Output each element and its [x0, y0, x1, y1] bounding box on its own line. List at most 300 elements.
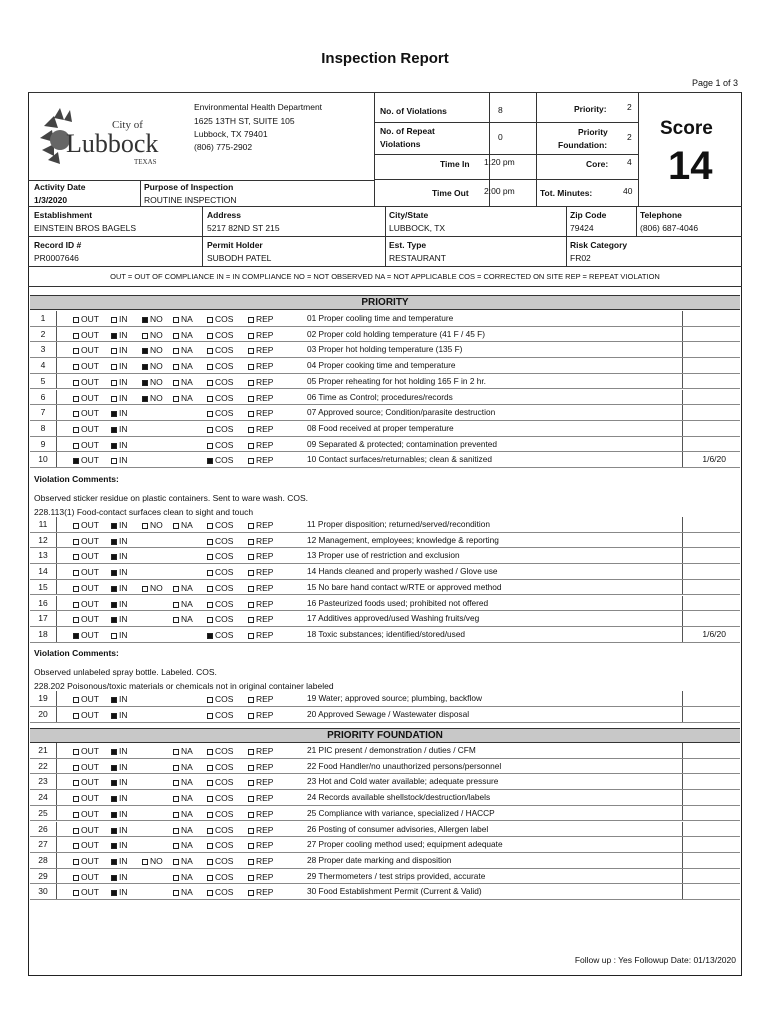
option-out[interactable] — [73, 567, 99, 577]
option-na[interactable] — [173, 887, 193, 897]
option-cos[interactable] — [207, 408, 233, 418]
option-out[interactable] — [73, 825, 99, 835]
option-in[interactable] — [111, 825, 128, 835]
checkbox-icon[interactable] — [73, 333, 79, 339]
option-rep[interactable] — [248, 424, 273, 434]
checkbox-icon[interactable] — [248, 859, 254, 865]
option-rep[interactable] — [248, 809, 273, 819]
checkbox-icon[interactable] — [248, 348, 254, 354]
option-in[interactable] — [111, 551, 128, 561]
checkbox-icon[interactable] — [207, 396, 213, 402]
checkbox-icon[interactable] — [73, 828, 79, 834]
option-na[interactable] — [173, 872, 193, 882]
checkbox-icon[interactable] — [73, 443, 79, 449]
option-in[interactable] — [111, 583, 128, 593]
checkbox-icon[interactable] — [73, 617, 79, 623]
option-rep[interactable] — [248, 710, 273, 720]
checkbox-icon[interactable] — [73, 539, 79, 545]
checkbox-icon[interactable] — [207, 765, 213, 771]
option-in[interactable] — [111, 377, 128, 387]
checkbox-icon[interactable] — [142, 317, 148, 323]
option-in[interactable] — [111, 887, 128, 897]
option-out[interactable] — [73, 856, 99, 866]
checkbox-icon[interactable] — [173, 333, 179, 339]
checkbox-icon[interactable] — [248, 633, 254, 639]
checkbox-icon[interactable] — [173, 843, 179, 849]
option-na[interactable] — [173, 793, 193, 803]
checkbox-icon[interactable] — [248, 713, 254, 719]
option-cos[interactable] — [207, 583, 233, 593]
checkbox-icon[interactable] — [111, 828, 117, 834]
checkbox-icon[interactable] — [73, 765, 79, 771]
option-rep[interactable] — [248, 887, 273, 897]
checkbox-icon[interactable] — [248, 427, 254, 433]
checkbox-icon[interactable] — [207, 875, 213, 881]
option-rep[interactable] — [248, 583, 273, 593]
checkbox-icon[interactable] — [142, 396, 148, 402]
checkbox-icon[interactable] — [111, 364, 117, 370]
option-rep[interactable] — [248, 825, 273, 835]
checkbox-icon[interactable] — [111, 317, 117, 323]
option-rep[interactable] — [248, 520, 273, 530]
option-cos[interactable] — [207, 694, 233, 704]
checkbox-icon[interactable] — [207, 443, 213, 449]
checkbox-icon[interactable] — [73, 843, 79, 849]
checkbox-icon[interactable] — [73, 812, 79, 818]
option-rep[interactable] — [248, 746, 273, 756]
checkbox-icon[interactable] — [248, 411, 254, 417]
checkbox-icon[interactable] — [248, 765, 254, 771]
checkbox-icon[interactable] — [207, 828, 213, 834]
option-rep[interactable] — [248, 599, 273, 609]
option-cos[interactable] — [207, 614, 233, 624]
checkbox-icon[interactable] — [173, 890, 179, 896]
item-number: 14 — [38, 566, 48, 577]
checkbox-icon[interactable] — [248, 890, 254, 896]
checkbox-icon[interactable] — [111, 617, 117, 623]
checkbox-icon[interactable] — [73, 780, 79, 786]
checkbox-icon[interactable] — [248, 523, 254, 529]
option-cos[interactable] — [207, 710, 233, 720]
option-na[interactable] — [173, 377, 193, 387]
checkbox-icon[interactable] — [73, 427, 79, 433]
option-cos[interactable] — [207, 840, 233, 850]
checkbox-icon[interactable] — [111, 380, 117, 386]
checkbox-icon[interactable] — [248, 617, 254, 623]
checkbox-icon[interactable] — [173, 859, 179, 865]
option-na[interactable] — [173, 809, 193, 819]
checkbox-icon[interactable] — [142, 364, 148, 370]
checkbox-icon[interactable] — [73, 364, 79, 370]
option-na[interactable] — [173, 314, 193, 324]
checkbox-icon[interactable] — [248, 554, 254, 560]
checkbox-icon[interactable] — [73, 411, 79, 417]
option-out[interactable] — [73, 377, 99, 387]
checkbox-icon[interactable] — [207, 812, 213, 818]
option-in[interactable] — [111, 314, 128, 324]
checkbox-icon[interactable] — [173, 780, 179, 786]
option-in[interactable] — [111, 856, 128, 866]
checkbox-icon[interactable] — [248, 333, 254, 339]
option-na[interactable] — [173, 777, 193, 787]
checkbox-icon[interactable] — [73, 317, 79, 323]
option-rep[interactable] — [248, 536, 273, 546]
option-rep[interactable] — [248, 567, 273, 577]
checkbox-icon[interactable] — [173, 586, 179, 592]
option-cos[interactable] — [207, 361, 233, 371]
option-no[interactable] — [142, 583, 163, 593]
option-out[interactable] — [73, 345, 99, 355]
option-rep[interactable] — [248, 330, 273, 340]
option-rep[interactable] — [248, 455, 273, 465]
checkbox-icon[interactable] — [73, 796, 79, 802]
option-in[interactable] — [111, 872, 128, 882]
checkbox-icon[interactable] — [173, 812, 179, 818]
option-cos[interactable] — [207, 551, 233, 561]
option-out[interactable] — [73, 614, 99, 624]
option-out[interactable] — [73, 408, 99, 418]
checkbox-icon[interactable] — [207, 380, 213, 386]
option-in[interactable] — [111, 809, 128, 819]
option-na[interactable] — [173, 825, 193, 835]
option-cos[interactable] — [207, 345, 233, 355]
option-cos[interactable] — [207, 793, 233, 803]
option-rep[interactable] — [248, 377, 273, 387]
option-cos[interactable] — [207, 536, 233, 546]
option-cos[interactable] — [207, 630, 233, 640]
checkbox-icon[interactable] — [111, 458, 117, 464]
option-out[interactable] — [73, 536, 99, 546]
checkbox-icon[interactable] — [173, 749, 179, 755]
checkbox-icon[interactable] — [111, 796, 117, 802]
checkbox-icon[interactable] — [207, 427, 213, 433]
checkbox-icon[interactable] — [207, 539, 213, 545]
checkbox-icon[interactable] — [73, 348, 79, 354]
checkbox-icon[interactable] — [207, 570, 213, 576]
option-cos[interactable] — [207, 762, 233, 772]
option-out[interactable] — [73, 793, 99, 803]
checkbox-icon[interactable] — [173, 364, 179, 370]
checkbox-icon[interactable] — [111, 697, 117, 703]
checkbox-icon[interactable] — [73, 586, 79, 592]
option-na[interactable] — [173, 599, 193, 609]
option-out[interactable] — [73, 762, 99, 772]
checkbox-icon[interactable] — [173, 617, 179, 623]
checkbox-icon[interactable] — [207, 602, 213, 608]
checkbox-icon[interactable] — [111, 602, 117, 608]
checkbox-icon[interactable] — [207, 749, 213, 755]
checkbox-icon[interactable] — [248, 570, 254, 576]
checkbox-icon[interactable] — [207, 458, 213, 464]
checkbox-icon[interactable] — [173, 317, 179, 323]
option-cos[interactable] — [207, 520, 233, 530]
checkbox-icon[interactable] — [111, 890, 117, 896]
option-cos[interactable] — [207, 825, 233, 835]
option-rep[interactable] — [248, 408, 273, 418]
checkbox-icon[interactable] — [248, 812, 254, 818]
checkbox-icon[interactable] — [73, 380, 79, 386]
checkbox-icon[interactable] — [248, 602, 254, 608]
option-out[interactable] — [73, 809, 99, 819]
option-out[interactable] — [73, 630, 99, 640]
option-cos[interactable] — [207, 455, 233, 465]
checkbox-icon[interactable] — [207, 586, 213, 592]
option-cos[interactable] — [207, 887, 233, 897]
checkbox-icon[interactable] — [173, 875, 179, 881]
option-no[interactable] — [142, 330, 163, 340]
option-cos[interactable] — [207, 777, 233, 787]
option-cos[interactable] — [207, 809, 233, 819]
checkbox-icon[interactable] — [111, 411, 117, 417]
option-in[interactable] — [111, 614, 128, 624]
option-in[interactable] — [111, 762, 128, 772]
checkbox-icon[interactable] — [248, 317, 254, 323]
checkbox-icon[interactable] — [248, 458, 254, 464]
option-cos[interactable] — [207, 377, 233, 387]
option-no[interactable] — [142, 393, 163, 403]
option-rep[interactable] — [248, 630, 273, 640]
option-out[interactable] — [73, 361, 99, 371]
checkbox-icon[interactable] — [111, 539, 117, 545]
checkbox-icon[interactable] — [111, 812, 117, 818]
checkbox-icon[interactable] — [207, 697, 213, 703]
checkbox-icon[interactable] — [73, 749, 79, 755]
option-out[interactable] — [73, 551, 99, 561]
option-na[interactable] — [173, 583, 193, 593]
option-in[interactable] — [111, 694, 128, 704]
checkbox-icon[interactable] — [111, 586, 117, 592]
option-out[interactable] — [73, 872, 99, 882]
checkbox-icon[interactable] — [207, 780, 213, 786]
checkbox-icon[interactable] — [111, 749, 117, 755]
checkbox-icon[interactable] — [248, 396, 254, 402]
option-cos[interactable] — [207, 440, 233, 450]
checkbox-icon[interactable] — [111, 427, 117, 433]
option-cos[interactable] — [207, 746, 233, 756]
checkbox-icon[interactable] — [111, 780, 117, 786]
checkbox-icon[interactable] — [248, 443, 254, 449]
option-out[interactable] — [73, 887, 99, 897]
checkbox-icon[interactable] — [111, 859, 117, 865]
option-rep[interactable] — [248, 345, 273, 355]
option-rep[interactable] — [248, 393, 273, 403]
option-rep[interactable] — [248, 694, 273, 704]
option-na[interactable] — [173, 762, 193, 772]
option-out[interactable] — [73, 440, 99, 450]
option-rep[interactable] — [248, 361, 273, 371]
option-na[interactable] — [173, 393, 193, 403]
checkbox-icon[interactable] — [248, 539, 254, 545]
checkbox-icon[interactable] — [142, 380, 148, 386]
checkbox-icon[interactable] — [207, 348, 213, 354]
option-in[interactable] — [111, 424, 128, 434]
checkbox-icon[interactable] — [207, 890, 213, 896]
option-na[interactable] — [173, 330, 193, 340]
option-na[interactable] — [173, 840, 193, 850]
option-out[interactable] — [73, 840, 99, 850]
option-cos[interactable] — [207, 599, 233, 609]
option-no[interactable] — [142, 345, 163, 355]
option-rep[interactable] — [248, 762, 273, 772]
checkbox-icon[interactable] — [207, 796, 213, 802]
option-out[interactable] — [73, 777, 99, 787]
checkbox-icon[interactable] — [111, 875, 117, 881]
checkbox-icon[interactable] — [142, 348, 148, 354]
option-no[interactable] — [142, 377, 163, 387]
checkbox-icon[interactable] — [173, 765, 179, 771]
option-in[interactable] — [111, 408, 128, 418]
option-out[interactable] — [73, 694, 99, 704]
option-rep[interactable] — [248, 314, 273, 324]
checkbox-icon[interactable] — [207, 333, 213, 339]
option-rep[interactable] — [248, 840, 273, 850]
checkbox-icon[interactable] — [111, 570, 117, 576]
checkbox-icon[interactable] — [173, 602, 179, 608]
option-cos[interactable] — [207, 314, 233, 324]
checkbox-icon[interactable] — [73, 396, 79, 402]
option-rep[interactable] — [248, 614, 273, 624]
checkbox-icon[interactable] — [248, 796, 254, 802]
option-out[interactable] — [73, 455, 99, 465]
option-cos[interactable] — [207, 872, 233, 882]
option-no[interactable] — [142, 520, 163, 530]
option-rep[interactable] — [248, 872, 273, 882]
checkbox-icon[interactable] — [248, 828, 254, 834]
checkbox-icon[interactable] — [207, 633, 213, 639]
checkbox-icon[interactable] — [111, 396, 117, 402]
checkbox-icon[interactable] — [73, 602, 79, 608]
checkbox-icon[interactable] — [73, 554, 79, 560]
option-in[interactable] — [111, 520, 128, 530]
checkbox-icon[interactable] — [173, 348, 179, 354]
checkbox-icon[interactable] — [173, 828, 179, 834]
checkbox-icon[interactable] — [73, 859, 79, 865]
checkbox-icon[interactable] — [73, 890, 79, 896]
option-cos[interactable] — [207, 567, 233, 577]
checkbox-icon[interactable] — [248, 380, 254, 386]
checkbox-icon[interactable] — [142, 333, 148, 339]
option-rep[interactable] — [248, 777, 273, 787]
option-in[interactable] — [111, 330, 128, 340]
checkbox-icon[interactable] — [111, 443, 117, 449]
checkbox-icon[interactable] — [207, 411, 213, 417]
option-in[interactable] — [111, 440, 128, 450]
option-out[interactable] — [73, 746, 99, 756]
option-out[interactable] — [73, 710, 99, 720]
option-out[interactable] — [73, 393, 99, 403]
checkbox-icon[interactable] — [73, 713, 79, 719]
checkbox-icon[interactable] — [111, 843, 117, 849]
checkbox-icon[interactable] — [111, 333, 117, 339]
checkbox-icon[interactable] — [207, 713, 213, 719]
option-in[interactable] — [111, 345, 128, 355]
option-cos[interactable] — [207, 393, 233, 403]
option-in[interactable] — [111, 793, 128, 803]
checkbox-icon[interactable] — [142, 859, 148, 865]
checkbox-icon[interactable] — [248, 780, 254, 786]
option-rep[interactable] — [248, 440, 273, 450]
checkbox-icon[interactable] — [207, 523, 213, 529]
checkbox-icon[interactable] — [207, 554, 213, 560]
option-in[interactable] — [111, 393, 128, 403]
checkbox-icon[interactable] — [173, 380, 179, 386]
option-in[interactable] — [111, 361, 128, 371]
option-in[interactable] — [111, 599, 128, 609]
checkbox-icon[interactable] — [111, 713, 117, 719]
option-out[interactable] — [73, 424, 99, 434]
checkbox-icon[interactable] — [173, 396, 179, 402]
option-in[interactable] — [111, 746, 128, 756]
checkbox-icon[interactable] — [73, 570, 79, 576]
option-no[interactable] — [142, 361, 163, 371]
checkbox-icon[interactable] — [248, 364, 254, 370]
checkbox-icon[interactable] — [248, 697, 254, 703]
checkbox-icon[interactable] — [73, 875, 79, 881]
checkbox-icon[interactable] — [73, 523, 79, 529]
option-in[interactable] — [111, 455, 128, 465]
checkbox-icon[interactable] — [207, 843, 213, 849]
option-no[interactable] — [142, 314, 163, 324]
option-rep[interactable] — [248, 551, 273, 561]
checkbox-icon[interactable] — [248, 749, 254, 755]
option-out[interactable] — [73, 583, 99, 593]
option-cos[interactable] — [207, 856, 233, 866]
option-out[interactable] — [73, 330, 99, 340]
option-out[interactable] — [73, 520, 99, 530]
checkbox-icon[interactable] — [111, 523, 117, 529]
option-in[interactable] — [111, 630, 128, 640]
checkbox-icon[interactable] — [248, 843, 254, 849]
checkbox-icon[interactable] — [207, 364, 213, 370]
checkbox-icon[interactable] — [73, 633, 79, 639]
checkbox-icon[interactable] — [73, 697, 79, 703]
option-rep[interactable] — [248, 856, 273, 866]
checkbox-icon[interactable] — [142, 523, 148, 529]
option-cos[interactable] — [207, 330, 233, 340]
checkbox-icon[interactable] — [173, 523, 179, 529]
checkbox-icon[interactable] — [73, 458, 79, 464]
checkbox-icon[interactable] — [248, 586, 254, 592]
option-na[interactable] — [173, 520, 193, 530]
checkbox-icon[interactable] — [111, 765, 117, 771]
option-na[interactable] — [173, 345, 193, 355]
option-in[interactable] — [111, 777, 128, 787]
option-label: IN — [119, 746, 128, 756]
checkbox-icon[interactable] — [111, 633, 117, 639]
option-in[interactable] — [111, 567, 128, 577]
option-out[interactable] — [73, 599, 99, 609]
option-cos[interactable] — [207, 424, 233, 434]
option-na[interactable] — [173, 746, 193, 756]
checkbox-icon[interactable] — [248, 875, 254, 881]
option-na[interactable] — [173, 614, 193, 624]
option-na[interactable] — [173, 361, 193, 371]
option-in[interactable] — [111, 840, 128, 850]
option-no[interactable] — [142, 856, 163, 866]
checkbox-icon[interactable] — [173, 796, 179, 802]
option-in[interactable] — [111, 536, 128, 546]
checkbox-icon[interactable] — [207, 317, 213, 323]
checkbox-icon[interactable] — [111, 554, 117, 560]
option-rep[interactable] — [248, 793, 273, 803]
option-out[interactable] — [73, 314, 99, 324]
checkbox-icon[interactable] — [142, 586, 148, 592]
option-na[interactable] — [173, 856, 193, 866]
checkbox-icon[interactable] — [207, 859, 213, 865]
checkbox-icon[interactable] — [111, 348, 117, 354]
checkbox-icon[interactable] — [207, 617, 213, 623]
option-in[interactable] — [111, 710, 128, 720]
